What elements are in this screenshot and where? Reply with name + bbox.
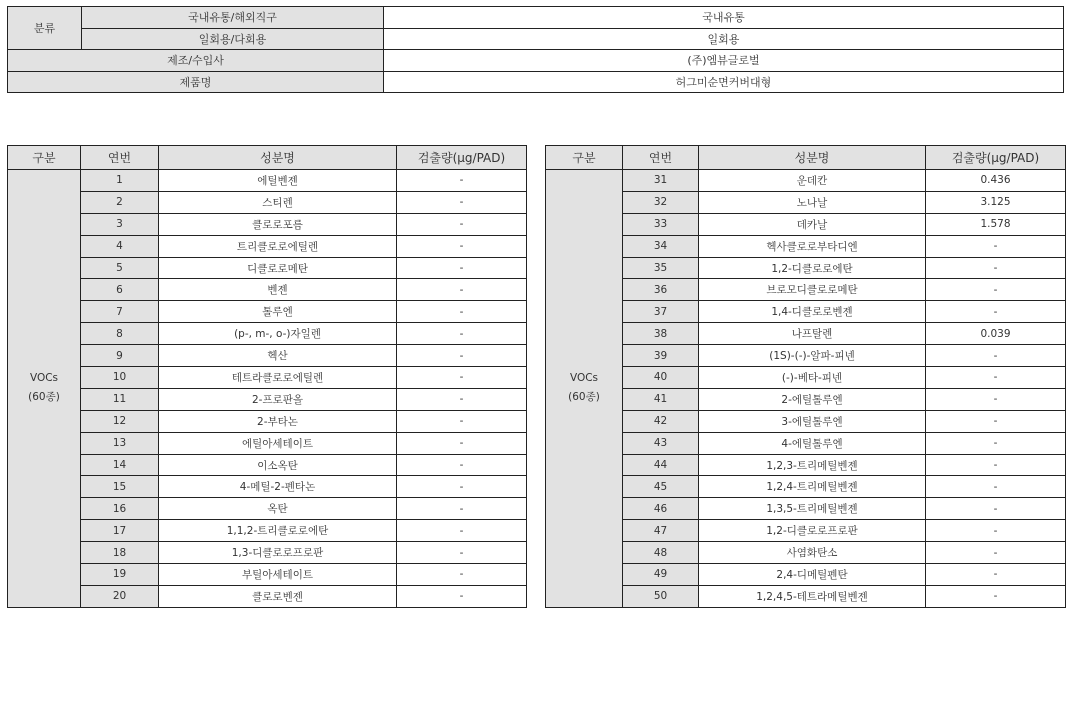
component-name-cell: 1,1,2-트리클로로에탄 (159, 520, 397, 542)
detected-amount-cell: 1.578 (926, 213, 1066, 235)
detected-amount-cell: - (397, 213, 527, 235)
info-row-usage (8, 28, 1064, 50)
serial-cell: 6 (81, 279, 159, 301)
table-row (8, 367, 527, 389)
detected-amount-cell: - (926, 388, 1066, 410)
table-row (546, 388, 1066, 410)
serial-cell: 17 (81, 520, 159, 542)
serial-cell: 42 (623, 410, 699, 432)
serial-cell: 35 (623, 257, 699, 279)
serial-cell: 45 (623, 476, 699, 498)
table-row (546, 279, 1066, 301)
component-name-cell: 1,2-디클로로에탄 (699, 257, 926, 279)
header-category: 구분 (8, 146, 81, 170)
info-row-distribution (8, 7, 1064, 29)
detected-amount-cell: - (397, 367, 527, 389)
detected-amount-cell: - (397, 301, 527, 323)
table-row (546, 191, 1066, 213)
table-row (8, 410, 527, 432)
table-row (546, 476, 1066, 498)
detected-amount-cell: - (926, 564, 1066, 586)
component-name-cell: 1,2,4-트리메틸벤젠 (699, 476, 926, 498)
component-name-cell: 클로로벤젠 (159, 585, 397, 607)
table-row (546, 432, 1066, 454)
component-name-cell: 1,3-디클로로프로판 (159, 542, 397, 564)
table-row (8, 213, 527, 235)
serial-cell: 12 (81, 410, 159, 432)
component-name-cell: 4-에틸톨루엔 (699, 432, 926, 454)
detected-amount-cell: - (397, 388, 527, 410)
detected-amount-cell: - (397, 235, 527, 257)
detected-amount-cell: - (926, 367, 1066, 389)
table-row (8, 191, 527, 213)
detected-amount-cell: - (397, 542, 527, 564)
component-name-cell: 헥사클로로부타디엔 (699, 235, 926, 257)
distribution-label: 국내유통/해외직구 (82, 7, 384, 29)
detected-amount-cell: - (926, 257, 1066, 279)
detected-amount-cell: - (397, 257, 527, 279)
component-name-cell: 트리클로로에틸렌 (159, 235, 397, 257)
table-row (546, 367, 1066, 389)
table-row (546, 257, 1066, 279)
component-name-cell: 운데칸 (699, 170, 926, 192)
voc-table-header (8, 146, 527, 170)
serial-cell: 20 (81, 585, 159, 607)
distribution-value: 국내유통 (384, 7, 1064, 29)
table-row (546, 213, 1066, 235)
serial-cell: 11 (81, 388, 159, 410)
serial-cell: 14 (81, 454, 159, 476)
component-name-cell: 데카날 (699, 213, 926, 235)
component-name-cell: (p-, m-, o-)자일렌 (159, 323, 397, 345)
usage-value: 일회용 (384, 28, 1064, 50)
serial-cell: 44 (623, 454, 699, 476)
product-name-value: 허그미순면커버대형 (384, 71, 1064, 93)
serial-cell: 43 (623, 432, 699, 454)
header-component: 성분명 (159, 146, 397, 170)
table-row (8, 585, 527, 607)
component-name-cell: 나프탈렌 (699, 323, 926, 345)
table-row (8, 170, 527, 192)
component-name-cell: 부틸아세테이트 (159, 564, 397, 586)
table-row (546, 520, 1066, 542)
component-name-cell: 1,2,4,5-테트라메틸벤젠 (699, 585, 926, 607)
component-name-cell: 1,2,3-트리메틸벤젠 (699, 454, 926, 476)
serial-cell: 4 (81, 235, 159, 257)
detected-amount-cell: - (926, 345, 1066, 367)
detected-amount-cell: - (926, 476, 1066, 498)
serial-cell: 32 (623, 191, 699, 213)
table-row (8, 542, 527, 564)
table-row (8, 279, 527, 301)
component-name-cell: 벤젠 (159, 279, 397, 301)
info-row-manufacturer (8, 50, 1064, 72)
component-name-cell: 2-프로판올 (159, 388, 397, 410)
serial-cell: 18 (81, 542, 159, 564)
serial-cell: 16 (81, 498, 159, 520)
serial-cell: 13 (81, 432, 159, 454)
detected-amount-cell: - (926, 454, 1066, 476)
serial-cell: 47 (623, 520, 699, 542)
table-row (8, 301, 527, 323)
serial-cell: 46 (623, 498, 699, 520)
component-name-cell: (1S)-(-)-알파-피넨 (699, 345, 926, 367)
header-serial: 연번 (81, 146, 159, 170)
table-row (546, 410, 1066, 432)
detected-amount-cell: - (397, 432, 527, 454)
category-cell: VOCs (60종) (8, 170, 81, 608)
table-row (8, 257, 527, 279)
detected-amount-cell: - (926, 520, 1066, 542)
detected-amount-cell: - (397, 191, 527, 213)
table-row (546, 323, 1066, 345)
detected-amount-cell: - (397, 520, 527, 542)
voc-table-right (545, 145, 1066, 608)
component-name-cell: 2-에틸톨루엔 (699, 388, 926, 410)
voc-table-left (7, 145, 527, 608)
detected-amount-cell: - (397, 323, 527, 345)
detected-amount-cell: - (397, 498, 527, 520)
table-row (546, 235, 1066, 257)
header-amount: 검출량(μg/PAD) (926, 146, 1066, 170)
component-name-cell: 4-메틸-2-펜타논 (159, 476, 397, 498)
component-name-cell: 헥산 (159, 345, 397, 367)
manufacturer-value: (주)엠뷰글로벌 (384, 50, 1064, 72)
serial-cell: 40 (623, 367, 699, 389)
table-row (546, 345, 1066, 367)
table-row (8, 345, 527, 367)
component-name-cell: 에틸벤젠 (159, 170, 397, 192)
product-info-table (7, 6, 1064, 93)
component-name-cell: 사염화탄소 (699, 542, 926, 564)
table-row (8, 454, 527, 476)
manufacturer-label: 제조/수입사 (8, 50, 384, 72)
detected-amount-cell: - (397, 454, 527, 476)
detected-amount-cell: - (397, 345, 527, 367)
serial-cell: 37 (623, 301, 699, 323)
table-row (546, 301, 1066, 323)
table-row (8, 388, 527, 410)
serial-cell: 9 (81, 345, 159, 367)
component-name-cell: 3-에틸톨루엔 (699, 410, 926, 432)
detected-amount-cell: - (926, 410, 1066, 432)
component-name-cell: 디클로로메탄 (159, 257, 397, 279)
header-component: 성분명 (699, 146, 926, 170)
component-name-cell: 테트라클로로에틸렌 (159, 367, 397, 389)
table-row (546, 564, 1066, 586)
serial-cell: 50 (623, 585, 699, 607)
table-row (546, 454, 1066, 476)
header-serial: 연번 (623, 146, 699, 170)
detected-amount-cell: 0.436 (926, 170, 1066, 192)
usage-label: 일회용/다회용 (82, 28, 384, 50)
serial-cell: 15 (81, 476, 159, 498)
table-row (8, 323, 527, 345)
serial-cell: 49 (623, 564, 699, 586)
serial-cell: 19 (81, 564, 159, 586)
component-name-cell: 클로로포름 (159, 213, 397, 235)
serial-cell: 7 (81, 301, 159, 323)
detected-amount-cell: - (926, 301, 1066, 323)
detected-amount-cell: - (926, 498, 1066, 520)
detected-amount-cell: - (397, 476, 527, 498)
component-name-cell: 2,4-디메틸펜탄 (699, 564, 926, 586)
detected-amount-cell: - (397, 564, 527, 586)
detected-amount-cell: 3.125 (926, 191, 1066, 213)
category-cell: VOCs (60종) (546, 170, 623, 608)
serial-cell: 38 (623, 323, 699, 345)
detected-amount-cell: 0.039 (926, 323, 1066, 345)
table-row (8, 498, 527, 520)
serial-cell: 39 (623, 345, 699, 367)
detected-amount-cell: - (926, 235, 1066, 257)
table-row (8, 432, 527, 454)
detected-amount-cell: - (397, 410, 527, 432)
detected-amount-cell: - (926, 432, 1066, 454)
table-row (8, 520, 527, 542)
table-row (8, 476, 527, 498)
serial-cell: 10 (81, 367, 159, 389)
component-name-cell: 톨루엔 (159, 301, 397, 323)
table-row (546, 170, 1066, 192)
table-row (546, 585, 1066, 607)
serial-cell: 34 (623, 235, 699, 257)
component-name-cell: (-)-베타-피넨 (699, 367, 926, 389)
serial-cell: 41 (623, 388, 699, 410)
component-name-cell: 이소옥탄 (159, 454, 397, 476)
serial-cell: 3 (81, 213, 159, 235)
component-name-cell: 1,2-디클로로프로판 (699, 520, 926, 542)
product-name-label: 제품명 (8, 71, 384, 93)
detected-amount-cell: - (397, 279, 527, 301)
table-row (546, 498, 1066, 520)
detected-amount-cell: - (397, 585, 527, 607)
serial-cell: 2 (81, 191, 159, 213)
detected-amount-cell: - (926, 585, 1066, 607)
classification-label: 분류 (8, 7, 82, 50)
header-amount: 검출량(μg/PAD) (397, 146, 527, 170)
component-name-cell: 스티렌 (159, 191, 397, 213)
table-row (8, 235, 527, 257)
serial-cell: 31 (623, 170, 699, 192)
table-row (546, 542, 1066, 564)
voc-table-header (546, 146, 1066, 170)
component-name-cell: 1,4-디클로로벤젠 (699, 301, 926, 323)
serial-cell: 1 (81, 170, 159, 192)
detected-amount-cell: - (926, 279, 1066, 301)
component-name-cell: 2-부타논 (159, 410, 397, 432)
table-row (8, 564, 527, 586)
component-name-cell: 노나날 (699, 191, 926, 213)
serial-cell: 36 (623, 279, 699, 301)
component-name-cell: 옥탄 (159, 498, 397, 520)
serial-cell: 5 (81, 257, 159, 279)
serial-cell: 33 (623, 213, 699, 235)
component-name-cell: 에틸아세테이트 (159, 432, 397, 454)
detected-amount-cell: - (926, 542, 1066, 564)
component-name-cell: 1,3,5-트리메틸벤젠 (699, 498, 926, 520)
serial-cell: 48 (623, 542, 699, 564)
serial-cell: 8 (81, 323, 159, 345)
header-category: 구분 (546, 146, 623, 170)
detected-amount-cell: - (397, 170, 527, 192)
component-name-cell: 브로모디클로로메탄 (699, 279, 926, 301)
info-row-product (8, 71, 1064, 93)
